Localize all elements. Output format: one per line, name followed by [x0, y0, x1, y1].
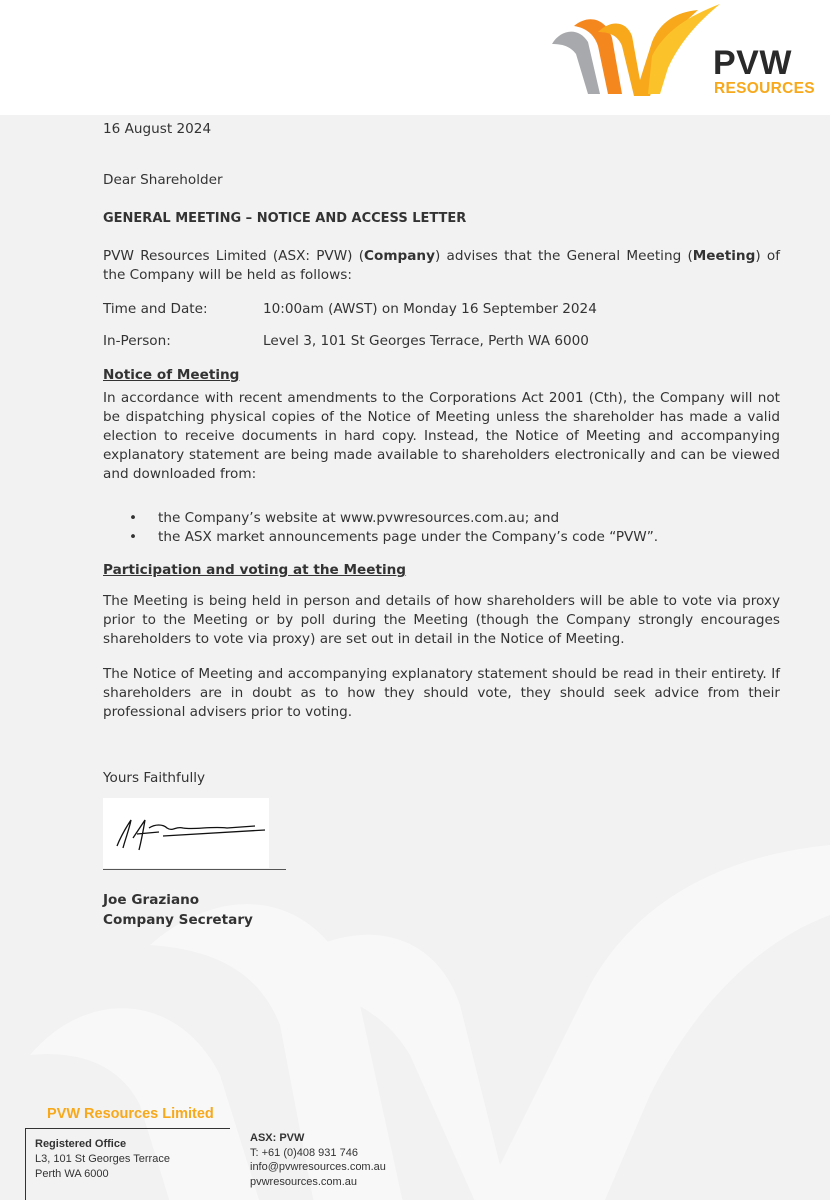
address-line: Perth WA 6000 — [35, 1168, 109, 1180]
letterhead — [0, 0, 830, 115]
detail-label: Time and Date: — [103, 301, 208, 317]
address-line: L3, 101 St Georges Terrace — [35, 1153, 170, 1165]
read-paragraph: The Notice of Meeting and accompanying explanatory statement should be read in their entirety. If shareholders are in doubt as to how they should vote, they should seek advice from their professional advisers prior to voting. — [103, 666, 780, 720]
participation-paragraph: The Meeting is being held in person and details of how shareholders will be able to vote via proxy prior to the Meeting or by poll during the Meeting (though the Company strongly encourages shareholders to vote via proxy) are set out in detail in the Notice of Meeting. — [103, 593, 780, 647]
notice-heading: Notice of Meeting — [103, 367, 240, 383]
detail-label: In-Person: — [103, 333, 171, 349]
footer-company-name: PVW Resources Limited — [47, 1106, 214, 1122]
notice-paragraph: In accordance with recent amendments to the Corporations Act 2001 (Cth), the Company will not be dispatching physical copies of the Notice of Meeting unless the shareholder has made a valid election to receive documents in hard copy. Instead, the Notice of Meeting and accompanying explanatory statement are being made available to shareholders electronically and can be viewed and downloaded from: — [103, 390, 780, 482]
letter-title: GENERAL MEETING – NOTICE AND ACCESS LETTER — [103, 211, 467, 226]
signature — [103, 798, 269, 868]
signatory-name: Joe Graziano — [103, 892, 200, 908]
pvw-logo-icon — [548, 2, 723, 108]
signature-icon — [103, 798, 269, 868]
letter-page: 16 August 2024 Dear Shareholder GENERAL MEETING – NOTICE AND ACCESS LETTER PVW Resources Limited (ASX: PVW) (Company) advises that the General Meeting (Meeting) of the Company will be held as follows: Time and Date: 10:00am (AWST) on Monday 16 September 2024 In-Person: Level 3, 101 St Georges Terrace, Perth WA 6000 Notice of Meeting In accordance with recent amendments to the Corporations Act 2001 (Cth), the Company will not be dispatching physical copies of the Notice of Meeting unless the shareholder has made a valid election to receive documents in hard copy. Instead, the Notice of Meeting and accompanying explanatory statement are being made available to shareholders electronically and can be viewed and downloaded from: • the Company’s website at www.pvwresources.com.au; and • the ASX market announcements page under the Company’s code “PVW”. Participation and voting at the Meeting The Meeting is being held in person and details of how shareholders will be able to vote via proxy prior to the Meeting or by poll during the Meeting (though the Company strongly encourages shareholders to vote via proxy) are set out in detail in the Notice of Meeting. The Notice of Meeting and accompanying explanatory statement should be read in their entirety. If shareholders are in doubt as to how they should vote, they should seek advice from their professional advisers prior to voting. Yours Faithfully Joe Graziano Company Secretary PVW Resources Limited Registered Office L3, 101 St Georges Terrace Perth WA 6000 ASX: PVW T: +61 (0)408 931 746 info@pvwresources.com.au pvwresources.com.au — [0, 115, 830, 1200]
logo-subtitle: RESOURCES — [714, 80, 815, 97]
registered-office — [25, 1128, 230, 1200]
bullet-icon: • — [129, 510, 138, 526]
detail-value: 10:00am (AWST) on Monday 16 September 2024 — [263, 301, 597, 317]
registered-office-title: Registered Office — [35, 1138, 127, 1150]
letter-date: 16 August 2024 — [103, 121, 212, 137]
phone: T: +61 (0)408 931 746 — [250, 1146, 358, 1159]
signatory-title: Company Secretary — [103, 912, 253, 928]
participation-heading: Participation and voting at the Meeting — [103, 562, 407, 578]
salutation: Dear Shareholder — [103, 172, 223, 188]
detail-value: Level 3, 101 St Georges Terrace, Perth WA 6000 — [263, 333, 589, 349]
logo-wordmark: PVW — [713, 44, 792, 82]
closing: Yours Faithfully — [103, 770, 206, 786]
email-link[interactable]: info@pvwresources.com.au — [250, 1161, 386, 1173]
asx-code: ASX: PVW — [250, 1132, 305, 1144]
intro-paragraph: PVW Resources Limited (ASX: PVW) (Company) advises that the General Meeting (Meeting) of the Company will be held as follows: — [103, 248, 780, 283]
contact-details — [250, 1131, 386, 1189]
signature-line — [103, 869, 286, 870]
bullet-icon: • — [129, 529, 138, 545]
website-link[interactable]: pvwresources.com.au — [250, 1175, 357, 1188]
